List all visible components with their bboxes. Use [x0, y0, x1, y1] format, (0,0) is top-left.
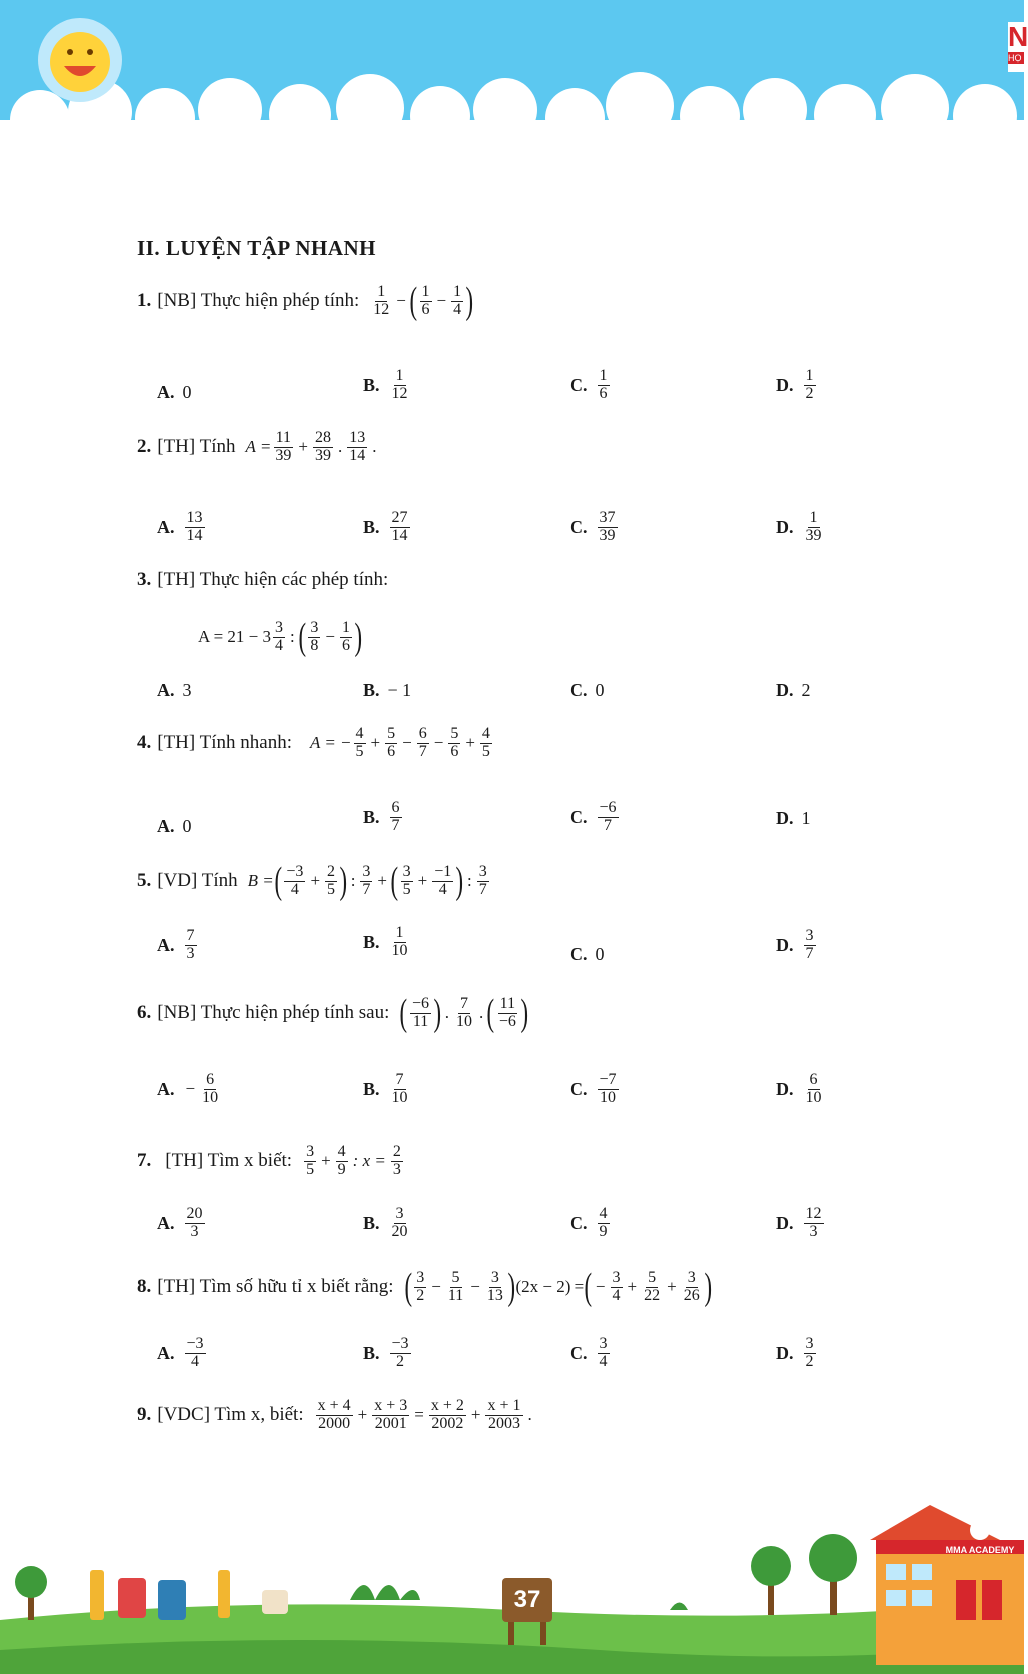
fraction: $\frac{5}{11}$: [447, 1268, 464, 1304]
fraction: $\frac{3}{26}$: [683, 1268, 700, 1304]
q4-option-c[interactable]: C. $\frac{-6}{7}$: [570, 799, 617, 834]
q1-expression: $\frac{1}{12}$ − ( $\frac{1}{6}$ − $\frac{1}{4}$ ): [373, 280, 474, 322]
fraction: $\frac{3}{5}$: [306, 1143, 315, 1178]
q1-text: [NB] Thực hiện phép tính:: [157, 290, 360, 311]
fraction: $\frac{4}{9}$: [337, 1143, 346, 1178]
question-6: [137, 994, 529, 1032]
q5-text: [VD] Tính: [157, 870, 238, 891]
q3-option-b[interactable]: B. − 1: [363, 680, 412, 700]
q4-option-d[interactable]: D. 1: [776, 808, 811, 828]
q7-expression: $\frac{3}{5}$ + $\frac{4}{9}$ : x = $\frac{2}{3}$: [306, 1143, 401, 1178]
brand-sub: HỌ: [1008, 52, 1024, 64]
q8-option-a[interactable]: A. $\frac{-3}{4}$: [157, 1335, 204, 1370]
q2-option-b[interactable]: B. $\frac{27}{14}$: [363, 509, 408, 544]
q1-option-c[interactable]: C. $\frac{1}{6}$: [570, 367, 608, 402]
q9-expression: $\frac{x + 4}{2000}$ + $\frac{x + 3}{2001}$ = $\frac{x + 2}{2002}$ + $\frac{x + 1}{2003}$ .: [317, 1397, 532, 1432]
fraction: $\frac{5}{6}$: [387, 725, 396, 760]
fraction: $\frac{3}{13}$: [486, 1268, 503, 1304]
fraction: $\frac{-1}{4}$: [434, 862, 452, 898]
q5-option-c[interactable]: C. 0: [570, 944, 605, 964]
fraction: $\frac{4}{5}$: [355, 725, 364, 760]
fraction: $\frac{13}{14}$: [349, 429, 366, 464]
q4-option-b[interactable]: B. $\frac{6}{7}$: [363, 799, 400, 834]
fraction: $\frac{2}{5}$: [327, 862, 336, 898]
q6-number: 6.: [137, 1002, 152, 1023]
question-1: [137, 282, 474, 320]
fraction: $\frac{28}{39}$: [314, 429, 331, 464]
fraction: $\frac{x + 4}{2000}$: [317, 1397, 351, 1432]
q4-text: [TH] Tính nhanh:: [157, 732, 292, 754]
sun-icon: [38, 18, 122, 102]
fraction: $\frac{3}{2}$: [416, 1268, 425, 1304]
school-label: MMA ACADEMY: [945, 1545, 1015, 1555]
q5-number: 5.: [137, 870, 152, 891]
fraction: $\frac{-6}{11}$: [412, 994, 430, 1030]
q3-option-c[interactable]: C. 0: [570, 680, 605, 700]
q2-number: 2.: [137, 436, 152, 458]
fraction: $\frac{5}{6}$: [450, 725, 459, 760]
q2-option-c[interactable]: C. $\frac{37}{39}$: [570, 509, 616, 544]
q8-number: 8.: [137, 1276, 152, 1297]
q6-option-b[interactable]: B. $\frac{7}{10}$: [363, 1071, 408, 1106]
fraction: $\frac{2}{3}$: [392, 1143, 401, 1178]
fraction: $\frac{4}{5}$: [481, 725, 490, 760]
fraction: $\frac{5}{22}$: [644, 1268, 661, 1304]
fraction: $\frac{-3}{4}$: [286, 862, 304, 898]
q5-option-b[interactable]: B. $\frac{1}{10}$: [363, 924, 408, 959]
brand-letter: N: [1008, 21, 1028, 52]
question-9: [137, 1398, 535, 1433]
q5-expression: B = ( $\frac{-3}{4}$ + $\frac{2}{5}$ ) : $\frac{3}{7}$ + ( $\frac{3}{5}$ + $\frac{-1}{4}$ ) : $\frac{3}{7}$: [247, 860, 487, 902]
fraction: $\frac{1}{6}$: [342, 618, 350, 654]
q2-expression: A = $\frac{11}{39}$ + $\frac{28}{39}$ . $\frac{13}{14}$ .: [245, 429, 377, 464]
q7-option-b[interactable]: B. $\frac{3}{20}$: [363, 1205, 408, 1240]
q8-option-c[interactable]: C. $\frac{3}{4}$: [570, 1335, 608, 1370]
q4-expression: A = − $\frac{4}{5}$ + $\frac{5}{6}$ − $\frac{6}{7}$ − $\frac{5}{6}$ + $\frac{4}{5}$: [310, 725, 490, 760]
q1-option-d[interactable]: D. $\frac{1}{2}$: [776, 367, 814, 402]
fraction: $\frac{3}{5}$: [402, 862, 411, 898]
q8-text: [TH] Tìm số hữu tỉ x biết rằng:: [157, 1276, 394, 1297]
q3-number: 3.: [137, 569, 152, 590]
q8-option-b[interactable]: B. $\frac{-3}{2}$: [363, 1335, 409, 1370]
q7-option-a[interactable]: A. $\frac{20}{3}$: [157, 1205, 203, 1240]
q5-option-a[interactable]: A. $\frac{7}{3}$: [157, 927, 195, 962]
q3-text: [TH] Thực hiện các phép tính:: [157, 569, 389, 590]
fraction: $\frac{6}{7}$: [418, 725, 427, 760]
q4-number: 4.: [137, 732, 152, 754]
fraction: $\frac{1}{6}$: [421, 282, 430, 318]
brand-logo: [1008, 21, 1028, 72]
q1-number: 1.: [137, 290, 152, 311]
fraction: $\frac{1}{4}$: [453, 282, 462, 318]
fraction: $\frac{1}{12}$: [373, 282, 390, 318]
question-4: [137, 726, 494, 761]
q8-expression: ( $\frac{3}{2}$ − $\frac{5}{11}$ − $\frac{3}{13}$ ) (2x − 2) = ( − $\frac{3}{4}$ + $\frac{5}{22}$ + $\frac{3}{26}$ ): [404, 1266, 712, 1308]
q6-text: [NB] Thực hiện phép tính sau:: [157, 1002, 390, 1023]
q7-number: 7.: [137, 1150, 152, 1172]
q7-option-c[interactable]: C. $\frac{4}{9}$: [570, 1205, 608, 1240]
fraction: $\frac{3}{7}$: [362, 862, 371, 898]
question-7: [137, 1144, 405, 1179]
fraction: $\frac{3}{7}$: [478, 862, 487, 898]
fraction: $\frac{11}{39}$: [275, 429, 292, 464]
q6-option-c[interactable]: C. $\frac{-7}{10}$: [570, 1071, 617, 1106]
question-8: [137, 1268, 712, 1306]
q9-number: 9.: [137, 1404, 152, 1426]
q4-option-a[interactable]: A. 0: [157, 816, 192, 836]
fraction: $\frac{11}{-6}$: [498, 994, 516, 1030]
q2-option-a[interactable]: A. $\frac{13}{14}$: [157, 509, 203, 544]
q6-option-a[interactable]: A. − $\frac{6}{10}$: [157, 1071, 219, 1106]
q3-option-d[interactable]: D. 2: [776, 680, 811, 700]
q2-option-d[interactable]: D. $\frac{1}{39}$: [776, 509, 822, 544]
fraction: $\frac{x + 2}{2002}$: [430, 1397, 464, 1432]
question-5: [137, 862, 491, 900]
question-2: [137, 430, 379, 465]
q6-option-d[interactable]: D. $\frac{6}{10}$: [776, 1071, 822, 1106]
q1-option-a[interactable]: A. 0: [157, 382, 192, 402]
q7-option-d[interactable]: D. $\frac{12}{3}$: [776, 1205, 822, 1240]
q1-option-b[interactable]: B. $\frac{1}{12}$: [363, 367, 408, 402]
fraction: $\frac{x + 3}{2001}$: [374, 1397, 408, 1432]
q3-option-a[interactable]: A. 3: [157, 680, 192, 700]
q3-expression: A = 21 − 3 $\frac{3}{4}$ : ( $\frac{3}{8}$ − $\frac{1}{6}$ ): [198, 616, 363, 658]
q5-option-d[interactable]: D. $\frac{3}{7}$: [776, 927, 814, 962]
fraction: $\frac{3}{4}$: [612, 1268, 621, 1304]
q8-option-d[interactable]: D. $\frac{3}{2}$: [776, 1335, 814, 1370]
question-3: [137, 569, 388, 591]
fraction: $\frac{7}{10}$: [455, 994, 472, 1030]
q6-expression: ( $\frac{-6}{11}$ ) . $\frac{7}{10}$ . ( $\frac{11}{-6}$ ): [399, 992, 529, 1034]
q7-text: [TH] Tìm x biết:: [165, 1150, 293, 1172]
q9-text: [VDC] Tìm x, biết:: [157, 1404, 304, 1426]
section-title: II. LUYỆN TẬP NHANH: [137, 236, 376, 260]
fraction: $\frac{3}{8}$: [310, 618, 319, 654]
header-banner: [0, 0, 1028, 175]
school-building-icon: [870, 1505, 1024, 1665]
fraction: $\frac{3}{4}$: [275, 618, 284, 654]
page-number: 37: [513, 1586, 541, 1613]
fraction: $\frac{x + 1}{2003}$: [487, 1397, 521, 1432]
q2-text: [TH] Tính: [157, 436, 236, 458]
